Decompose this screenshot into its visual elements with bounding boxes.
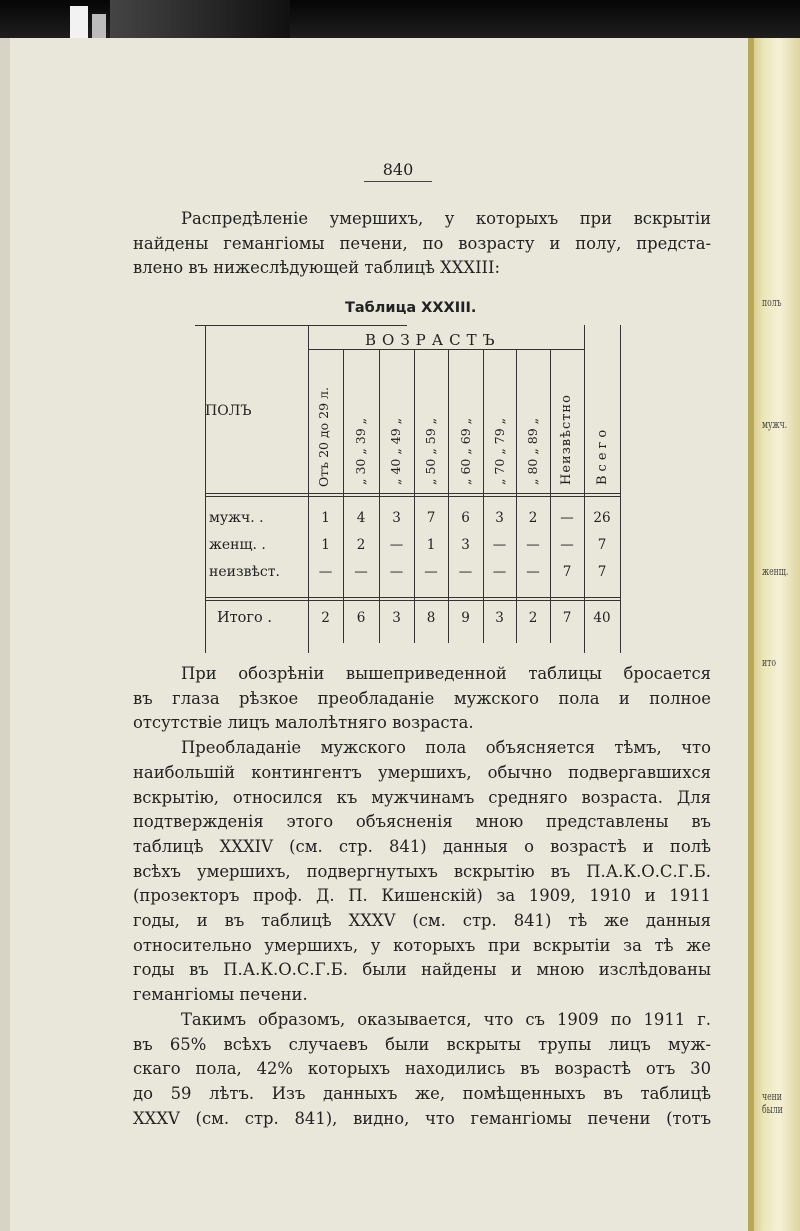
- age-column-header: „ 70 „ 79 „: [492, 417, 507, 485]
- column-divider: [550, 350, 551, 643]
- table-top-rule: [195, 325, 407, 326]
- table-cell: 1: [426, 537, 436, 553]
- text-line: Распредѣленіе умершихъ, у которыхъ при вскрытіи: [181, 209, 711, 228]
- page-number-rule: [364, 181, 432, 182]
- total-row-label: Итого .: [217, 610, 272, 626]
- column-divider: [584, 325, 585, 653]
- table-cell: 9: [461, 610, 470, 626]
- table-cell: —: [318, 564, 333, 580]
- text-line: отсутствіе лицъ малолѣтняго возраста.: [133, 713, 474, 733]
- table-cell: 7: [426, 510, 436, 526]
- scan-left-edge: [0, 38, 10, 1231]
- text-line: (прозекторъ проф. Д. П. Кишенскій) за 1909, 1910 и 1911: [133, 886, 711, 906]
- table-cell: 3: [461, 537, 470, 553]
- group-header-rule: [308, 349, 584, 350]
- total-rule: [205, 600, 621, 601]
- adjacent-page-fragment: женщ.: [762, 565, 789, 578]
- text-line: до 59 лѣтъ. Изъ данныхъ же, помѣщенныхъ въ таблицѣ: [133, 1083, 711, 1103]
- row-total-cell: 7: [597, 537, 607, 553]
- column-divider: [483, 350, 484, 643]
- table-border: [620, 325, 621, 653]
- text-line: наибольшій контингентъ умершихъ, обычно подвергавшихся: [133, 762, 711, 782]
- text-line: XXXV (см. стр. 841), видно, что гемангіомы печени (тотъ: [133, 1108, 711, 1128]
- column-divider: [414, 350, 415, 643]
- text-line: годы, и въ таблицѣ XXXV (см. стр. 841) тѣ же данныя: [133, 911, 711, 931]
- row-label: женщ. .: [209, 537, 266, 553]
- page-number: 840: [382, 160, 414, 179]
- text-line: въ глаза рѣзкое преобладаніе мужского пола и полное: [133, 688, 711, 708]
- table-cell: —: [389, 564, 404, 580]
- text-line: скаго пола, 42% которыхъ находились въ возрастѣ отъ 30: [133, 1059, 711, 1079]
- table-cell: 3: [495, 610, 504, 626]
- row-label: неизвѣст.: [209, 564, 280, 580]
- adjacent-page-edge: [748, 38, 800, 1231]
- table-cell: 2: [528, 610, 538, 626]
- data-table: [205, 325, 621, 653]
- text-line: найдены гемангіомы печени, по возрасту и полу, предста-: [133, 233, 711, 253]
- group-header: ВОЗРАСТЪ: [365, 331, 501, 349]
- age-column-header: „ 80 „ 89 „: [525, 417, 540, 485]
- scan-artifact: [110, 0, 290, 38]
- table-border: [205, 325, 206, 653]
- text-line: При обозрѣніи вышеприведенной таблицы бросается: [181, 664, 711, 683]
- column-divider: [343, 350, 344, 643]
- table-cell: 7: [562, 564, 572, 580]
- age-column-header: „ 50 „ 59 „: [423, 417, 438, 485]
- table-cell: 7: [562, 610, 572, 626]
- row-total-cell: 26: [593, 510, 611, 526]
- age-column-header: „ 40 „ 49 „: [388, 417, 403, 485]
- text-line: вскрытію, относился къ мужчинамъ средняго возраста. Для: [133, 787, 711, 807]
- table-cell: 3: [392, 510, 401, 526]
- table-cell: —: [560, 537, 574, 553]
- row-total-cell: 40: [593, 610, 611, 626]
- table-cell: 6: [356, 610, 366, 626]
- table-cell: —: [458, 564, 473, 580]
- text-line: влено въ нижеслѣдующей таблицѣ XXXIII:: [133, 258, 501, 278]
- text-line: таблицѣ XXXIV (см. стр. 841) данныя о возрастѣ и полѣ: [133, 836, 711, 856]
- table-cell: 8: [426, 610, 436, 626]
- row-label: мужч. .: [209, 510, 264, 526]
- row-header: ПОЛЪ: [205, 403, 252, 419]
- scan-artifact: [92, 14, 106, 38]
- text-line: Преобладаніе мужского пола объясняется тѣмъ, что: [181, 738, 711, 758]
- adjacent-page-fragment: ито: [762, 656, 777, 669]
- column-divider: [379, 350, 380, 643]
- table-cell: 1: [321, 510, 330, 526]
- table-cell: —: [526, 564, 540, 580]
- table-cell: —: [492, 537, 507, 553]
- intro-paragraph: [133, 207, 711, 281]
- table-caption: Таблица XXXIII.: [345, 300, 477, 316]
- table-cell: —: [389, 537, 404, 553]
- table-cell: —: [560, 510, 574, 526]
- table-cell: 1: [321, 537, 330, 553]
- age-column-header: Отъ 20 до 29 л.: [316, 387, 331, 487]
- adjacent-page-fragment: мужч.: [762, 418, 788, 431]
- table-cell: 3: [495, 510, 504, 526]
- age-column-header: „ 60 „ 69 „: [458, 417, 473, 485]
- body-text: [133, 662, 711, 1131]
- column-divider: [448, 350, 449, 643]
- table-cell: 2: [528, 510, 538, 526]
- text-line: годы въ П.А.К.О.С.Г.Б. были найдены и мною изслѣдованы: [133, 960, 711, 980]
- table-cell: —: [526, 537, 540, 553]
- header-bottom-rule: [205, 496, 621, 497]
- adjacent-page-fragment: чени были: [762, 1090, 783, 1116]
- table-cell: 2: [321, 610, 330, 626]
- scan-artifact: [70, 6, 88, 38]
- adjacent-page-fragment: полъ: [762, 296, 782, 309]
- table-cell: 2: [356, 537, 366, 553]
- text-line: подтвержденія этого объясненія мною представлены въ: [133, 812, 711, 832]
- age-column-header: Неизвѣстно: [559, 394, 574, 485]
- table-cell: 3: [392, 610, 401, 626]
- table-cell: —: [424, 564, 438, 580]
- row-total-cell: 7: [597, 564, 607, 580]
- table-cell: —: [354, 564, 368, 580]
- text-line: относительно умершихъ, у которыхъ при вскрытіи за тѣ же: [133, 935, 711, 955]
- text-line: Такимъ образомъ, оказывается, что съ 1909 по 1911 г.: [181, 1009, 711, 1029]
- text-line: въ 65% всѣхъ случаевъ были вскрыты трупы лицъ муж-: [133, 1034, 711, 1054]
- age-column-header: „ 30 „ 39 „: [353, 417, 368, 485]
- column-divider: [516, 350, 517, 643]
- text-line: всѣхъ умершихъ, подвергнутыхъ вскрытію въ П.А.К.О.С.Г.Б.: [133, 861, 711, 881]
- table-cell: 6: [461, 510, 470, 526]
- total-rule: [205, 597, 621, 598]
- column-divider: [308, 325, 309, 653]
- text-line: гемангіомы печени.: [133, 985, 308, 1005]
- table-cell: 4: [356, 510, 366, 526]
- scan-top-border: [0, 0, 800, 38]
- table-cell: —: [492, 564, 507, 580]
- total-column-header: Всего: [595, 425, 610, 485]
- header-bottom-rule: [205, 493, 621, 494]
